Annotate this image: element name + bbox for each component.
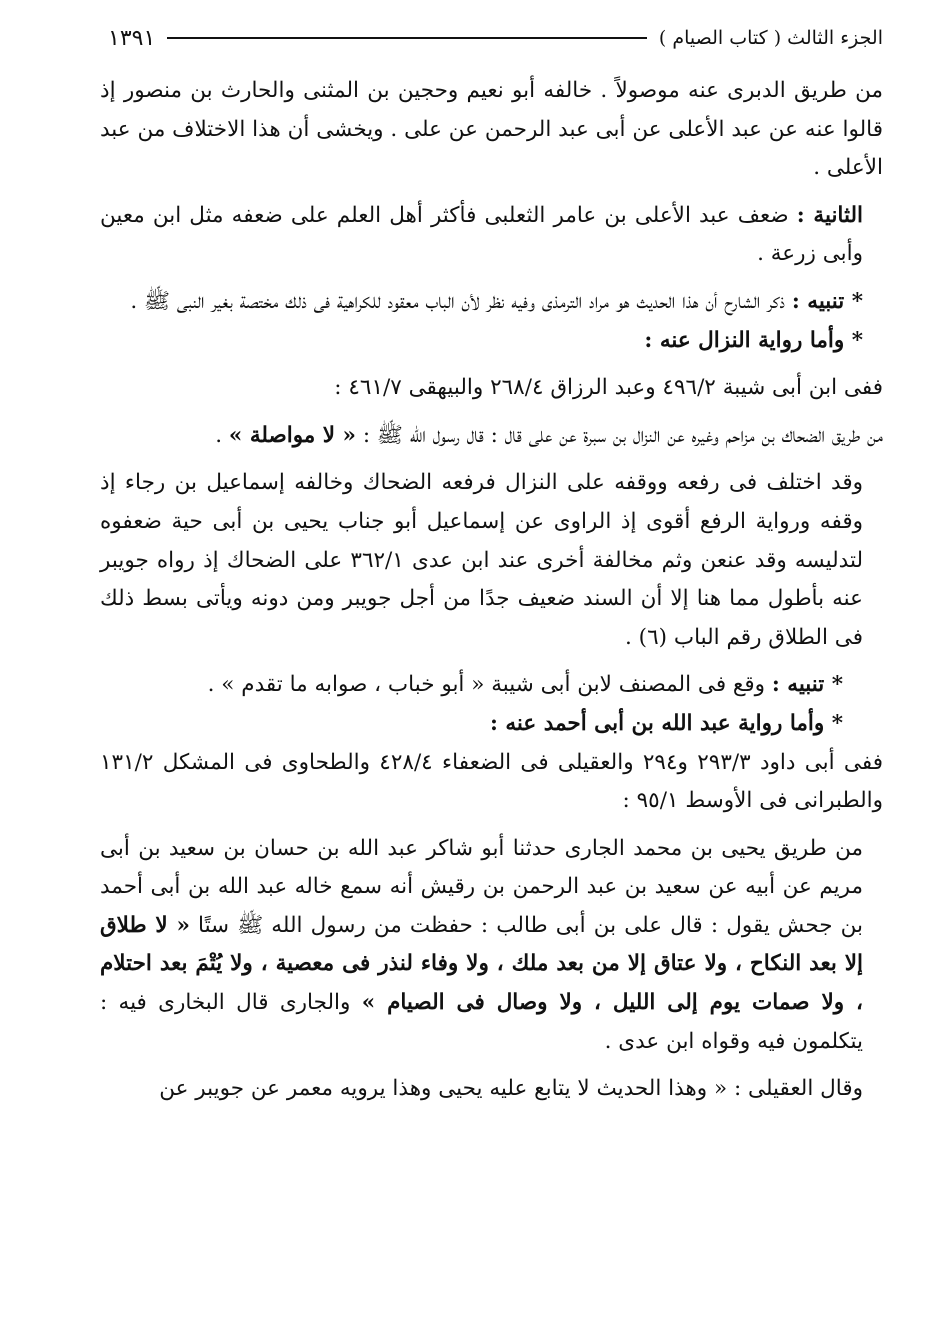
paragraph-11 <box>100 830 883 1062</box>
paragraph-3 <box>100 283 883 322</box>
paragraph-10 <box>100 744 883 821</box>
paragraph-12-text: وقال العقيلى : « وهذا الحديث لا يتابع عليه يحيى وهذا يرويه معمر عن جويبر عن <box>159 1076 863 1102</box>
paragraph-1-text: من طريق الدبرى عنه موصولاً . خالفه أبو نعيم وحجين بن المثنى والحارث بن منصور إذ قالوا عنه عن عبد الأعلى عن أبى عبد الرحمن عن على . ويخشى أن هذا الاختلاف من عبد الأعلى . <box>100 78 883 181</box>
page-number: ١٣٩١ <box>108 25 156 51</box>
paragraph-11-text: من طريق يحيى بن محمد الجارى حدثنا أبو شاكر عبد الله بن حسان بن سعيد بن أبى مريم عن أبيه عن سعيد بن عبد الرحمن بن رقيش أنه سمع خاله عبد الله بن أبى أحمد بن جحش يقول : قال على بن أبى طالب : حفظت من رسول الله ﷺ ستًا <box>100 835 863 938</box>
paragraph-6-quote: « لا مواصلة » <box>228 422 356 448</box>
paragraph-5-text: ففى ابن أبى شيبة ٤٩٦/٢ وعبد الرزاق ٢٦٨/٤ والبيهقى ٤٦١/٧ : <box>334 375 883 401</box>
header-title: الجزء الثالث ( كتاب الصيام ) <box>658 27 883 49</box>
header-rule <box>167 37 647 39</box>
paragraph-9-lead: * وأما رواية عبد الله بن أبى أحمد عنه : <box>489 710 843 736</box>
running-header <box>108 18 883 58</box>
paragraph-11-tail: والجارى قال البخارى فيه : يتكلمون فيه وقواه ابن عدى . <box>100 990 863 1054</box>
body-text <box>100 72 883 1109</box>
paragraph-8 <box>100 666 883 705</box>
paragraph-8-text: وقع فى المصنف لابن أبى شيبة « أبو خباب ، صوابه ما تقدم » . <box>207 672 772 698</box>
paragraph-12 <box>100 1070 883 1109</box>
paragraph-10-text: ففى أبى داود ٢٩٣/٣ و٢٩٤ والعقيلى فى الضعفاء ٤٢٨/٤ والطحاوى فى المشكل ١٣١/٢ والطبرانى فى الأوسط ٩٥/١ : <box>100 749 883 814</box>
paragraph-7 <box>100 464 883 657</box>
paragraph-1 <box>100 72 883 188</box>
paragraph-6-text: من طريق الضحاك بن مزاحم وغيره عن النزال بن سبرة عن على قال : قال رسول الله ﷺ : <box>356 422 883 448</box>
paragraph-2 <box>100 197 883 274</box>
paragraph-7-text: وقد اختلف فى رفعه ووقفه على النزال فرفعه الضحاك وخالفه إسماعيل بن رجاء إذ وقفه ورواية الرفع أقوى إذ الراوى عن إسماعيل أبو جناب يحيى بن أبى حية ضعفوه لتدليسه وقد عنعن وثم مخالفة أخرى عند ابن عدى ٣٦٢/١ على الضحاك إذ رواه جويبر عنه بأطول مما هنا إلا أن السند ضعيف جدًا من أجل جويبر ومن دونه ويأتى بسط ذلك فى الطلاق رقم الباب (٦) . <box>100 470 863 650</box>
paragraph-6-tail: . <box>215 422 229 448</box>
paragraph-9 <box>100 705 883 744</box>
paragraph-4 <box>100 322 883 361</box>
paragraph-4-lead: * وأما رواية النزال عنه : <box>644 327 863 353</box>
paragraph-2-lead: الثانية : <box>796 202 863 228</box>
paragraph-3-text: ذكر الشارح أن هذا الحديث هو مراد الترمذى وفيه نظر لأن الباب معقود للكراهية فى ذلك مختصة بغير النبى ﷺ . <box>130 288 792 314</box>
paragraph-3-lead: * تنبيه : <box>791 288 863 314</box>
paragraph-5 <box>100 369 883 408</box>
paragraph-11-quote: « لا طلاق إلا بعد النكاح ، ولا عتاق إلا من بعد ملك ، ولا وفاء لنذر فى معصية ، ولا يُتْمَ بعد احتلام ، ولا صمات يوم إلى الليل ، ولا وصال فى الصيام » <box>100 912 863 1016</box>
paragraph-6 <box>100 417 883 456</box>
paragraph-2-text: ضعف عبد الأعلى بن عامر الثعلبى فأكثر أهل العلم على ضعفه مثل ابن معين وأبى زرعة . <box>100 202 863 267</box>
paragraph-8-lead: * تنبيه : <box>771 672 843 698</box>
